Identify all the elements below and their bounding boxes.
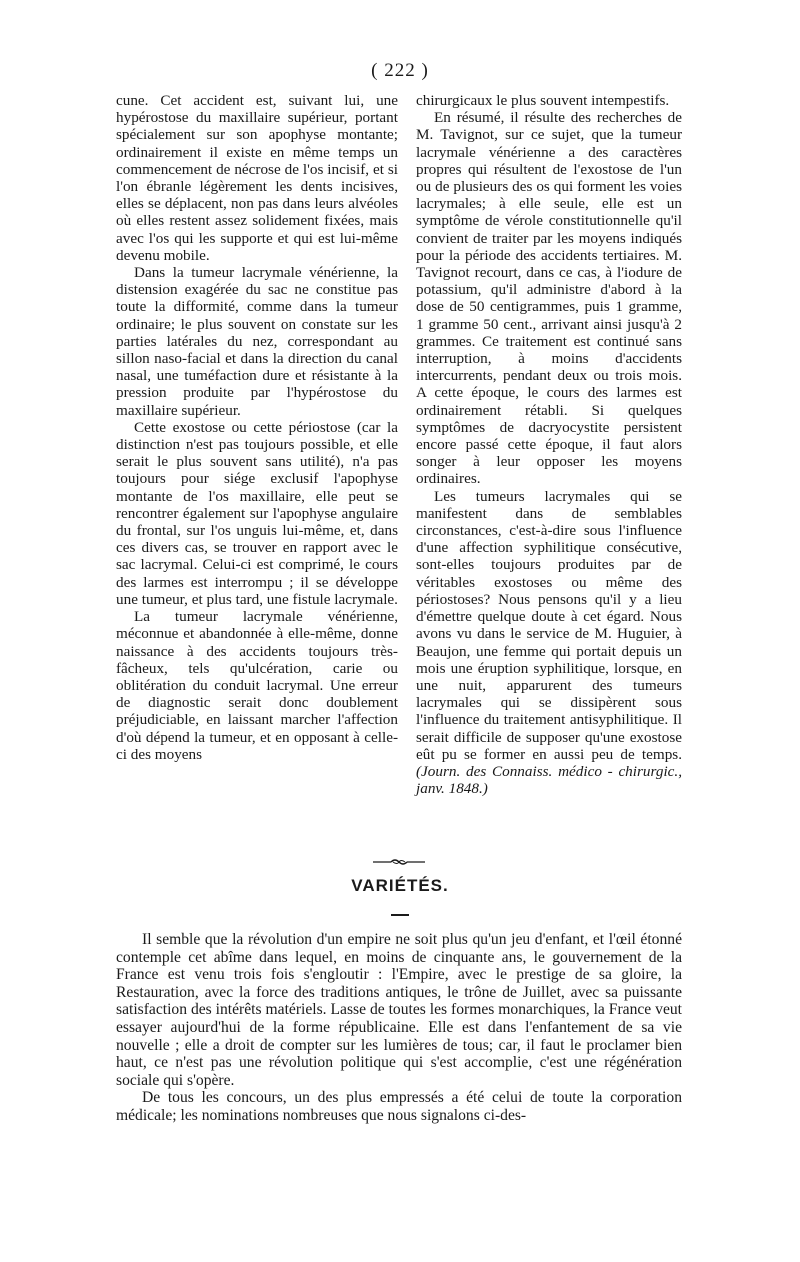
- right-paragraph-2: En résumé, il résulte des recherches de M. Tavignot, sur ce sujet, que la tumeur lacrymale vénérienne a des caractères propres qui résultent de l'exostose de l'un ou de plusieurs des os qui forment les voies lacrymales; à elle seule, elle est un symptôme de vérole constitutionnelle qu'il convient de traiter par les moyens indiqués pour la période des accidents tertiaires. M. Tavignot recourt, dans ce cas, à l'iodure de potassium, qu'il administre d'abord à la dose de 50 centigrammes, puis 1 gramme, 1 gramme 50 cent., arrivant ainsi jusqu'à 2 grammes. Ce traitement est continué sans interruption, à moins d'accidents intercurrents, pendant deux ou trois mois. A cette époque, le cours des larmes est ordinairement rétabli. Si quelques symptômes de dacryocystite persistent encore passé cette époque, il faut alors songer à leur opposer les moyens ordinaires.: [416, 109, 682, 488]
- title-rule: [391, 914, 409, 916]
- journal-citation: (Journ. des Connaiss. médico - chirurgic., janv. 1848.): [416, 762, 682, 798]
- right-column: [416, 92, 682, 797]
- section-title: VARIÉTÉS.: [351, 876, 449, 895]
- left-paragraph-1: cune. Cet accident est, suivant lui, une hypérostose du maxillaire supérieur, portant spécialement sur son apophyse montante; ordinairement il existe en même temps un commencement de nécrose de l'os incisif, et si l'on ébranle légèrement les dents incisives, elles se déplacent, non pas dans leurs alvéoles où elles restent assez solidement fixées, mais avec l'os qui les supporte et qui est lui-même devenu mobile.: [116, 92, 398, 264]
- right-paragraph-1: chirurgicaux le plus souvent intempestifs.: [416, 92, 670, 109]
- varietes-paragraph-1: Il semble que la révolution d'un empire ne soit plus qu'un jeu d'enfant, et l'œil étonné contemple cet abîme dans lequel, en moins de cinquante ans, le gouvernement de la France est venu trois fois s'engloutir : l'Empire, avec le prestige de sa gloire, la Restauration, avec la force des traditions antiques, le trône de Juillet, avec sa puissante satisfaction des intérêts matériels. Lasse de toutes les formes monarchiques, la France veut essayer aujourd'hui de la forme républicaine. Elle est dans l'enfantement de sa vie nouvelle ; elle a droit de compter sur les lumières de tous; car, il faut le proclamer bien haut, ce n'est pas une révolution politique qui s'est accomplie, c'est une régénération sociale qui s'opère.: [116, 931, 682, 1089]
- left-paragraph-4: La tumeur lacrymale vénérienne, méconnue et abandonnée à elle-même, donne naissance à des accidents toujours très-fâcheux, tels qu'ulcération, carie ou oblitération du conduit lacrymal. Une erreur de diagnostic serait donc doublement préjudiciable, en laissant marcher l'affection d'où dépend la tumeur, et en opposant à celle-ci des moyens: [116, 608, 398, 763]
- left-paragraph-2: Dans la tumeur lacrymale vénérienne, la distension exagérée du sac ne constitue pas toute la difformité, comme dans la tumeur ordinaire; le plus souvent on constate sur les parties latérales du nez, correspondant au sillon naso-facial et dans la direction du canal nasal, une tuméfaction dure et résistante à la pression produite par l'hypérostose du maxillaire supérieur.: [116, 264, 398, 419]
- divider-ornament-icon: [371, 858, 427, 866]
- left-paragraph-3: Cette exostose ou cette périostose (car la distinction n'est pas toujours possible, et elle serait le plus souvent sans utilité), n'a pas toujours pour siége exclusif l'apophyse montante de l'os maxillaire, elle peut se rencontrer également sur l'apophyse angulaire du frontal, sur l'os unguis lui-même, et, dans ces divers cas, se trouver en rapport avec le sac lacrymal. Celui-ci est comprimé, le cours des larmes est interrompu ; il se développe une tumeur, et plus tard, une fistule lacrymale.: [116, 418, 398, 608]
- right-paragraph-3: [416, 488, 682, 798]
- right-paragraph-3-text: Les tumeurs lacrymales qui se manifestent dans de semblables circonstances, c'est-à-dire sous l'influence d'une affection syphilitique consécutive, sont-elles toujours produites par de véritables exostoses ou même des périostoses? Nous pensons qu'il y a lieu d'émettre quelque doute à cet égard. Nous avons vu dans le service de M. Huguier, à Beaujon, une femme qui portait depuis un mois une éruption syphilitique, lorsque, en une nuit, apparurent des tumeurs lacrymales qui se dissipèrent sous l'influence du traitement antisyphilitique. Il serait difficile de supposer qu'une exostose eût pu se former en aussi peu de temps.: [416, 487, 682, 763]
- left-column: [116, 92, 398, 763]
- page-number: ( 222 ): [371, 60, 429, 81]
- varietes-paragraph-2: De tous les concours, un des plus empressés a été celui de toute la corporation médicale; les nominations nombreuses que nous signalons ci-des-: [116, 1089, 682, 1124]
- varietes-body: [116, 931, 682, 1125]
